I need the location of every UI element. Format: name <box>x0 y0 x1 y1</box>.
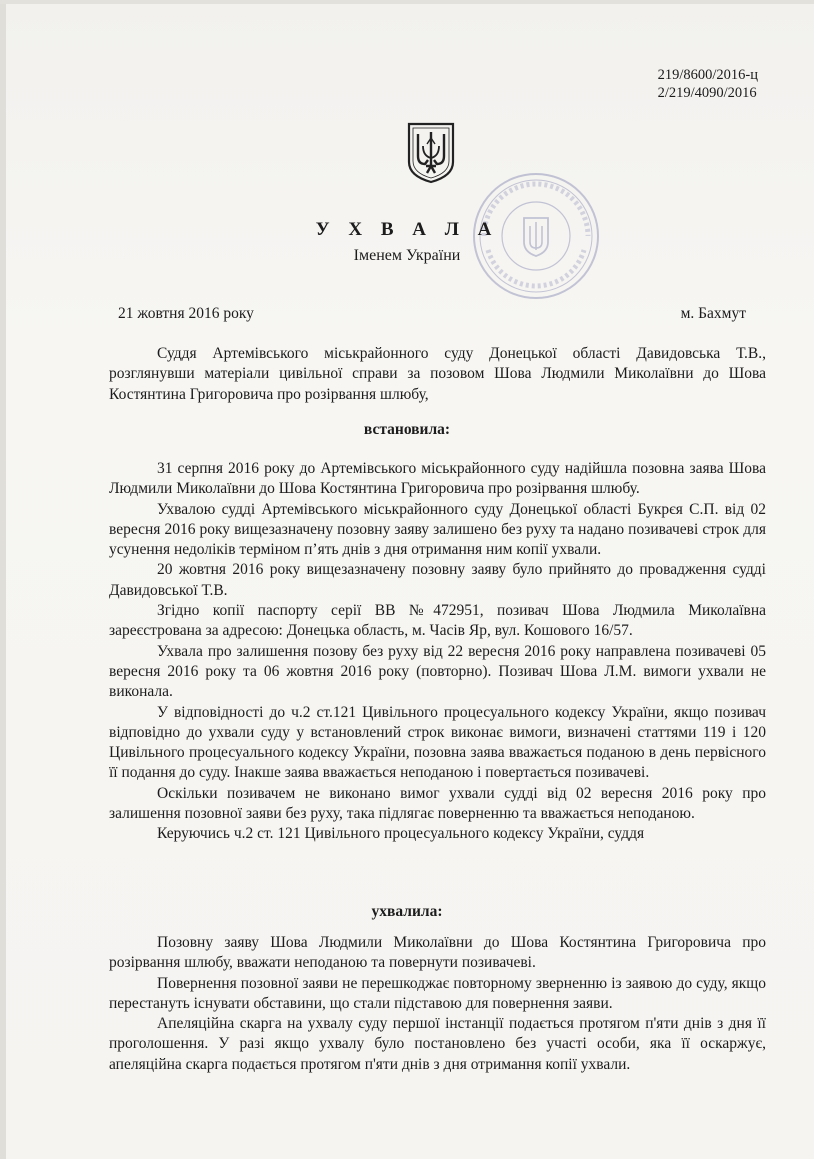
paragraph: У відповідності до ч.2 ст.121 Цивільного процесуального кодексу України, якщо позивач відповідно до ухвали суду у встановлений строк виконає вимоги, визначені статтями 119 і 120 Цивільного процесуального кодексу України, позовна заява вважається поданою в день первісного її подання до суду. Інакше заява вважається неподаною і повертається позивачеві. <box>109 703 766 782</box>
paragraph: Ухвалою судді Артемівського міськрайонного суду Донецької області Букрєя С.П. від 02 вересня 2016 року вищезазначену позовну заяву залишено без руху та надано позивачеві строк для усунення недоліків терміном п’ять днів з дня отримання ним копії ухвали. <box>109 500 766 559</box>
document-subtitle: Іменем України <box>353 247 461 264</box>
case-numbers <box>658 66 758 102</box>
case-number-civil: 219/8600/2016-ц <box>657 67 758 83</box>
paragraph: Ухвала про залишення позову без руху від 22 вересня 2016 року направлена позивачеві 05 вересня 2016 року та 06 жовтня 2016 року (повторно). Позивач Шова Л.М. вимоги ухвали не виконала. <box>109 642 766 701</box>
paragraph: Керуючись ч.2 ст. 121 Цивільного процесуального кодексу України, суддя <box>157 825 645 843</box>
ruled-section <box>109 933 766 1075</box>
intro-paragraph: Суддя Артемівського міськрайонного суду Донецької області Давидовська Т.В., розглянувши матеріали цивільної справи за позовом Шова Людмили Миколаївни до Шова Костянтина Григоровича про розірвання шлюбу, <box>109 345 766 403</box>
intro-section <box>109 344 766 405</box>
trident-icon <box>405 122 457 184</box>
established-section <box>109 459 766 845</box>
paragraph: 31 серпня 2016 року до Артемівського міськрайонного суду надійшла позовна заява Шова Людмили Миколаївни до Шова Костянтина Григоровича про розірвання шлюбу. <box>109 460 766 498</box>
paragraph: Апеляційна скарга на ухвалу суду першої інстанції подається протягом п'яти днів з дня її проголошення. У разі якщо ухвалу було постановлено без участі особи, яка її оскаржує, апеляційна скарга подається протягом п'яти днів з дня отримання копії ухвали. <box>109 1015 766 1073</box>
paragraph: Позовну заяву Шова Людмили Миколаївни до Шова Костянтина Григоровича про розірвання шлюбу, вважати неподаною та повернути позивачеві. <box>109 934 766 972</box>
paragraph: Згідно копії паспорту серії ВВ №472951, позивач Шова Людмила Миколаївна зареєстрована за адресою: Донецька область, м. Часів Яр, вул. Кошового 16/57. <box>109 602 766 640</box>
page-shadow-top <box>0 0 814 4</box>
heading-established: встановила: <box>363 421 451 438</box>
document-date: 21 жовтня 2016 року <box>118 305 254 322</box>
paragraph: Повернення позовної заяви не перешкоджає повторному зверненню із заявою до суду, якщо перестануть існувати обставини, що стали підставою для повернення заяви. <box>109 974 766 1012</box>
paragraph: 20 жовтня 2016 року вищезазначену позовну заяву було прийнято до провадження судді Давидовської Т.В. <box>109 561 766 599</box>
document-title: У Х В А Л А <box>315 219 499 240</box>
document-city: м. Бахмут <box>680 305 746 322</box>
paragraph: Оскільки позивачем не виконано вимог ухвали судді від 02 вересня 2016 року про залишення позовної заяви без руху, така підлягає поверненню та вважається неподаною. <box>109 784 766 823</box>
page-shadow-left <box>0 0 6 1159</box>
case-number-proceeding: 2/219/4090/2016 <box>657 85 757 101</box>
heading-ruled: ухвалила: <box>371 903 443 920</box>
